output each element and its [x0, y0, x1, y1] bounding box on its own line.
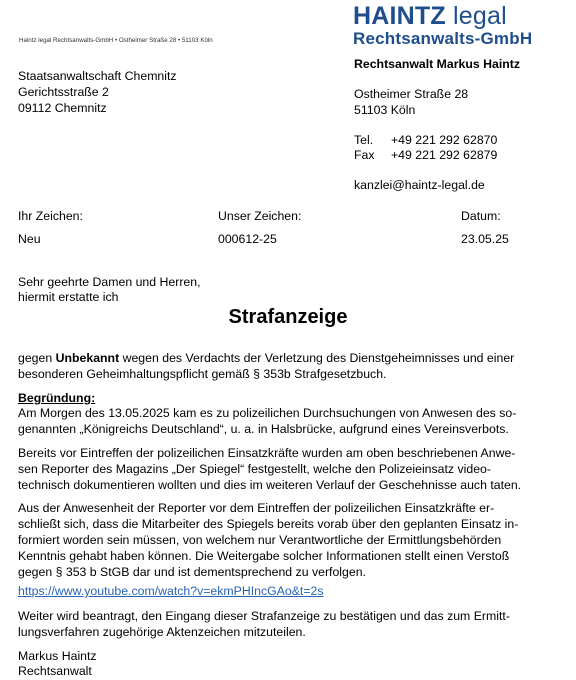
datum-label: Datum: — [461, 209, 501, 223]
paragraph-3 — [18, 500, 560, 580]
phone-number: +49 221 292 62870 — [391, 133, 498, 147]
logo-suffix: legal — [453, 2, 507, 30]
phone-label: Tel. — [354, 133, 374, 147]
sender-line: Haintz legal Rechtsanwalts-GmbH • Ostheimer Straße 28 • 51103 Köln — [19, 37, 213, 44]
intro-post: wegen des Verdachts der Verletzung des Dienstgeheimnisses und einer — [119, 351, 515, 365]
accused-party: Unbekannt — [55, 351, 120, 365]
logo-name: HAINTZ — [353, 2, 446, 30]
paragraph-line: schließt sich, dass die Mitarbeiter des Spiegels bereits vorab über den geplanten Einsatz in- — [18, 517, 519, 531]
paragraph-line: Weiter wird beantragt, den Eingang dieser Strafanzeige zu bestätigen und das zum Ermitt- — [18, 609, 510, 623]
paragraph-line: sen Reporter des Magazins „Der Spiegel“ festgestellt, welche den Polizeieinsatz video- — [18, 462, 491, 476]
signature-role: Rechtsanwalt — [18, 664, 92, 678]
paragraph-line: Bereits vor Eintreffen der polizeilichen Einsatzkräfte wurden am oben beschriebenen Anwe- — [18, 446, 516, 460]
datum-value: 23.05.25 — [461, 232, 509, 246]
recipient-street: Gerichtsstraße 2 — [18, 85, 109, 99]
ihr-zeichen-label: Ihr Zeichen: — [18, 209, 83, 223]
fax-row — [354, 147, 497, 163]
paragraph-line: technisch dokumentieren wollten und dies im weiteren Verlauf der Geschehnisse auch taten. — [18, 478, 522, 492]
paragraph-line: formiert worden sein müssen, von welchem nur Verantwortliche der Ermittlungsbehörden — [18, 533, 502, 547]
document-title: Strafanzeige — [228, 306, 348, 328]
recipient-name: Staatsanwaltschaft Chemnitz — [18, 69, 177, 83]
paragraph-line: gegen § 353 b StGB dar und ist dementsprechend zu verfolgen. — [18, 565, 366, 579]
video-link-row — [18, 583, 560, 599]
paragraph-line: Am Morgen des 13.05.2025 kam es zu polizeilichen Durchsuchungen von Anwesen des so- — [18, 406, 517, 420]
fax-number: +49 221 292 62879 — [391, 148, 498, 162]
paragraph-line: Aus der Anwesenheit der Reporter vor dem Eintreffen der polizeilichen Einsatzkräfte er- — [18, 501, 495, 515]
recipient-city: 09112 Chemnitz — [18, 101, 107, 115]
paragraph-1 — [18, 405, 560, 437]
logo-subtitle: Rechtsanwalts-GmbH — [353, 29, 533, 48]
ihr-zeichen-value: Neu — [18, 232, 41, 246]
paragraph-line: genannten „Königreichs Deutschland“, u. a. in Halsbrücke, aufgrund eines Vereinsverbots. — [18, 422, 509, 436]
intro-paragraph — [18, 350, 560, 382]
paragraph-line: Kenntnis gehabt haben können. Die Weitergabe solcher Informationen stellt einen Verstoß — [18, 549, 510, 563]
paragraph-2 — [18, 445, 560, 493]
intro-line-2: besonderen Geheimhaltungspflicht gemäß § 353b Strafgesetzbuch. — [18, 367, 387, 381]
fax-label: Fax — [354, 148, 375, 162]
phone-row — [354, 132, 497, 148]
lawyer-city: 51103 Köln — [354, 103, 416, 117]
lawyer-name: Rechtsanwalt Markus Haintz — [354, 57, 521, 71]
unser-zeichen-value: 000612-25 — [218, 232, 277, 246]
intro-line-1 — [18, 350, 560, 366]
lawyer-street: Ostheimer Straße 28 — [354, 87, 469, 101]
unser-zeichen-label: Unser Zeichen: — [218, 209, 302, 223]
salutation: Sehr geehrte Damen und Herren, — [18, 275, 201, 289]
salutation-intro: hiermit erstatte ich — [18, 290, 119, 304]
company-logo — [353, 2, 507, 30]
intro-pre: gegen — [18, 351, 56, 365]
signature-name: Markus Haintz — [18, 649, 97, 663]
paragraph-4 — [18, 608, 560, 640]
email-address[interactable]: kanzlei@haintz-legal.de — [354, 178, 485, 192]
paragraph-line: lungsverfahren zugehörige Aktenzeichen mitzuteilen. — [18, 625, 306, 639]
begruendung-heading: Begründung: — [18, 391, 96, 405]
video-link[interactable]: https://www.youtube.com/watch?v=ekmPHIncGAo&t=2s — [18, 584, 324, 598]
